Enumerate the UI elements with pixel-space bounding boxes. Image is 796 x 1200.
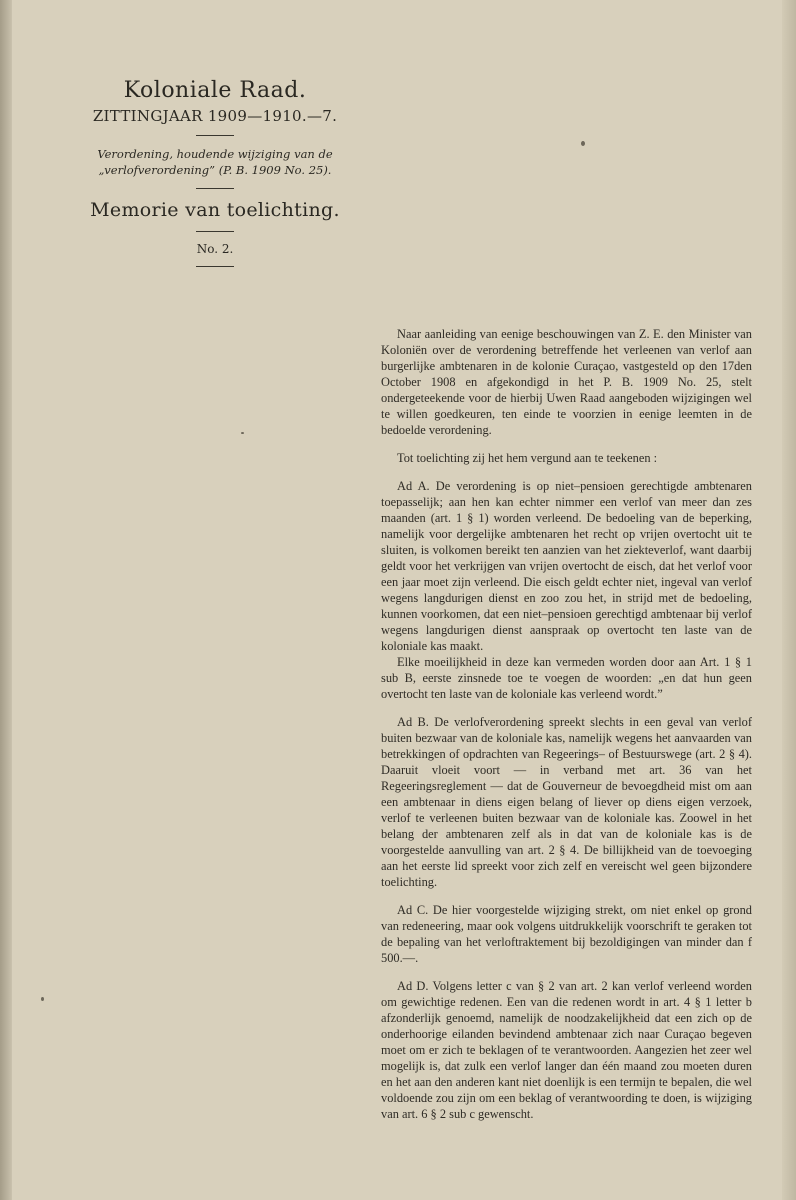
paragraph-ad-b: Ad B. De verlofverordening spreekt slechts in een geval van verlof buiten bezwaar van de koloniale kas, namelijk wegens het aanvaarden van betrekkingen of opdrachten van Regeerings– of Bestuurswege (art. 2 § 4). Daaruit vloeit voort — in verband met art. 36 van het Regeeringsreglement — dat de Gouverneur de bevoegdheid mist om aan een ambtenaar in diens eigen belang of liever op diens eigen verzoek, verlof te verleenen buiten bezwaar van de koloniale kas. Zoowel in het belang der ambtenaren zelf als in dat van de koloniale kas is de voorgestelde aanvulling van art. 2 § 4. De billijkheid van de toevoeging aan het eerste lid spreekt voor zich zelf en vereischt wel geen bijzondere toelichting. — [381, 715, 752, 889]
document-subject: Verordening, houdende wijziging van de „verlofverordening” (P. B. 1909 No. 25). — [97, 147, 333, 177]
document-number: No. 2. — [196, 242, 234, 256]
paragraph-ad-a: Ad A. De verordening is op niet–pensioen gerechtigde ambtenaren toepasselijk; aan hen kan echter nimmer een verlof van meer dan zes maanden (art. 1 § 1) worden verleend. De bedoeling van de beperking, namelijk voor dergelijke ambtenaren het recht op vrijen overtocht uit te sluiten, is volkomen bereikt ten aanzien van het ziekteverlof, want daarbij geldt voor het verkrijgen van vrijen overtocht de eisch, dat het verlof voor een jaar moet zijn verleend. Die eisch geldt echter niet, ingeval van verlof wegens langdurigen dienst en zoo zou het, in strijd met de bedoeling, kunnen voorkomen, dat een niet–pensioen gerechtigd ambtenaar bij verlof wegens langdurigen dienst aanspraak op overtocht ten laste van de koloniale kas maakt. — [381, 479, 752, 653]
council-name: Koloniale Raad. — [123, 78, 307, 103]
divider — [196, 231, 234, 232]
document-title: Memorie van toelichting. — [90, 199, 340, 221]
memorandum-body — [381, 326, 752, 1122]
paragraph-ad-d: Ad D. Volgens letter c van § 2 van art. 2 kan verlof verleend worden om gewichtige redenen. Een van die redenen wordt in art. 4 § 1 letter b afzonderlijk genoemd, namelijk de noodzakelijkheid dat een zich op de onderhoorige eilanden bevindend ambtenaar zich naar Curaçao begeven moet om er zich te beklagen of te verantwoorden. Aangezien het zeer wel mogelijk is, dat zulk een verlof langer dan één maand zou moeten duren en het aan den anderen kant niet doenlijk is een termijn te bepalen, die wel voldoende zou zijn om een beklag of verantwoording te doen, is wijziging van art. 6 § 2 sub c gewenscht. — [381, 979, 752, 1121]
divider — [196, 266, 234, 267]
paragraph-ad-a-continued: Elke moeilijkheid in deze kan vermeden worden door aan Art. 1 § 1 sub B, eerste zinsnede toe te voegen de woorden: „en dat hun geen overtocht ten laste van de koloniale kas verleend wordt.” — [381, 655, 752, 701]
divider — [196, 135, 234, 136]
paragraph-ad-c: Ad C. De hier voorgestelde wijziging strekt, om niet enkel op grond van redeneering, maar ook volgens uitdrukkelijk voorschrift te geraken tot de bepaling van het verloftraktement bij bezoldigingen van minder dan f 500.—. — [381, 903, 752, 965]
page-binding-edge — [0, 0, 12, 1200]
document-header — [60, 78, 370, 277]
ink-speck — [581, 141, 585, 146]
page-right-edge — [782, 0, 796, 1200]
ink-speck — [41, 997, 44, 1001]
session-year: ZITTINGJAAR 1909—1910.—7. — [92, 107, 338, 125]
paragraph-introduction: Naar aanleiding van eenige beschouwingen van Z. E. den Minister van Koloniën over de verordening betreffende het verleenen van verlof aan burgerlijke ambtenaren in de kolonie Curaçao, vastgesteld op den 17den October 1908 en afgekondigd in het P. B. 1909 No. 25, stelt ondergeteekende voor de hierbij Uwen Raad aangeboden wijzigingen wel te willen goedkeuren, ten einde te voorzien in eenige leemten in de bedoelde verordening. — [381, 327, 752, 437]
divider — [196, 188, 234, 189]
ink-speck — [241, 432, 244, 434]
paragraph-lead-in: Tot toelichting zij het hem vergund aan te teekenen : — [397, 451, 658, 465]
